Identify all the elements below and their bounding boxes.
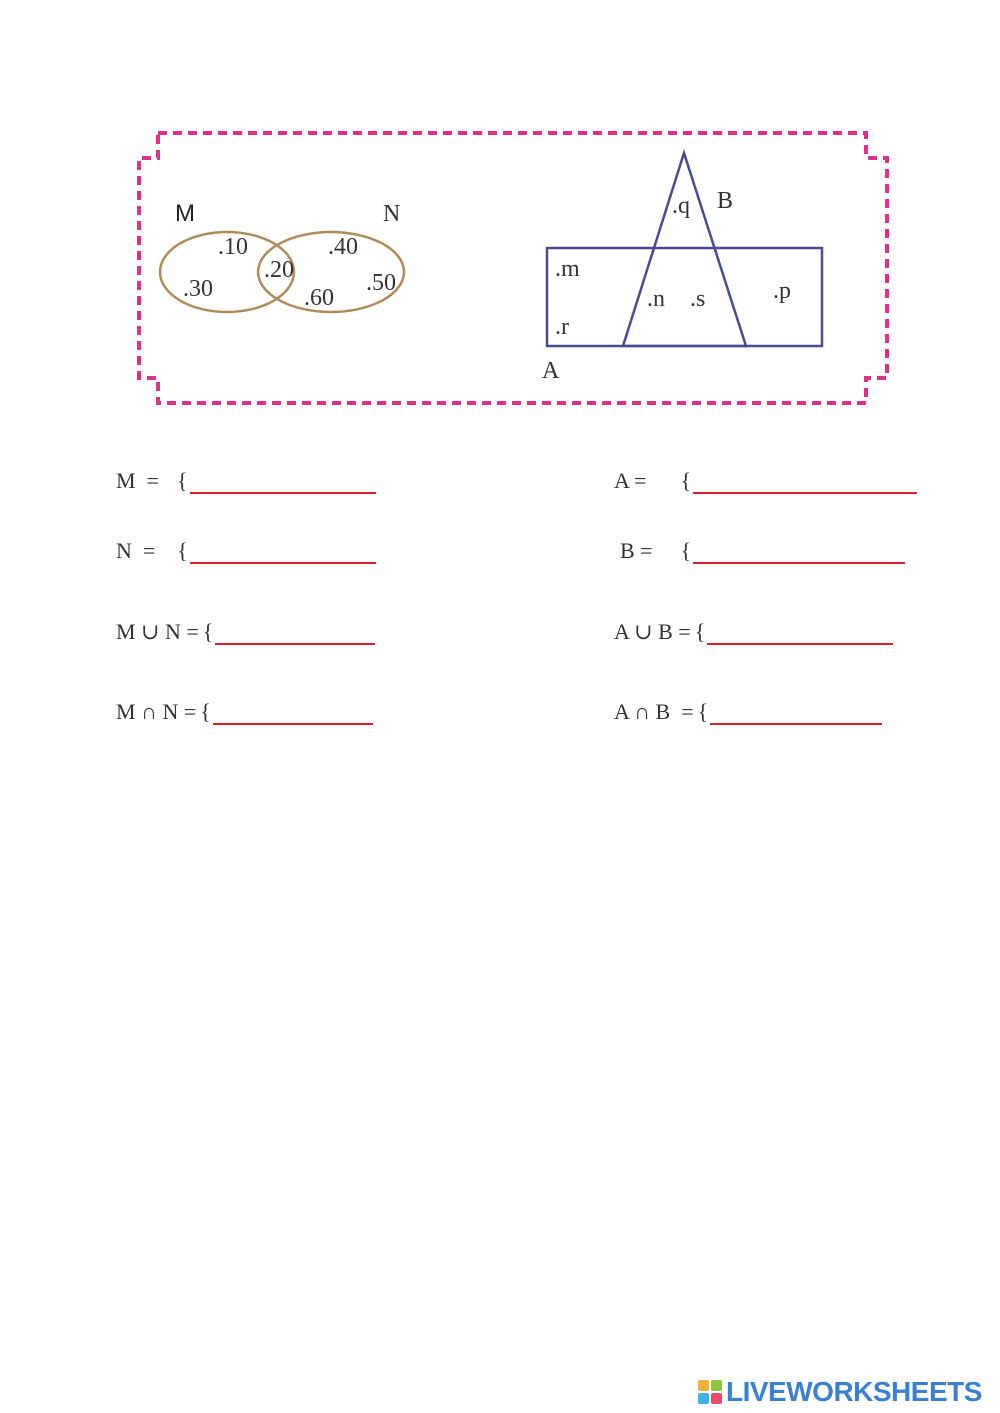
logo-square	[698, 1380, 709, 1391]
open-brace: {	[680, 468, 692, 493]
question-row-a	[614, 468, 917, 494]
set-a-answer-input[interactable]	[693, 470, 917, 494]
dashed-frame	[139, 133, 887, 403]
question-label: A ∩ B =	[614, 699, 694, 724]
set-b-label: B	[717, 188, 734, 214]
element-label: .10	[218, 234, 248, 260]
element-label: .20	[264, 257, 294, 283]
diagram-panel	[0, 0, 1000, 430]
question-label: M ∩ N =	[116, 699, 197, 724]
question-label: A =	[614, 468, 647, 493]
open-brace: {	[177, 538, 188, 563]
liveworksheets-logo	[698, 1376, 982, 1408]
element-label: .40	[328, 234, 358, 260]
question-row-n	[116, 538, 376, 564]
question-label: N =	[116, 538, 156, 563]
logo-text: LIVEWORKSHEETS	[726, 1376, 982, 1407]
element-label: .30	[183, 276, 213, 302]
question-row-a-intersect-b	[614, 699, 882, 725]
set-m-label: M	[175, 200, 195, 227]
question-label: B =	[620, 538, 653, 563]
open-brace: {	[694, 619, 706, 644]
element-label: .r	[555, 314, 569, 340]
question-label: A ∪ B =	[614, 619, 691, 644]
logo-square	[711, 1380, 722, 1391]
element-label: .m	[555, 256, 580, 282]
question-row-m-union-n	[116, 619, 375, 645]
open-brace: {	[697, 699, 709, 724]
logo-square	[711, 1393, 722, 1404]
open-brace: {	[202, 619, 214, 644]
set-b-answer-input[interactable]	[693, 540, 905, 564]
question-row-m-intersect-n	[116, 699, 373, 725]
logo-square	[698, 1393, 709, 1404]
set-a-label: A	[542, 358, 560, 384]
m-union-n-answer-input[interactable]	[215, 621, 375, 645]
element-label: .s	[690, 286, 706, 312]
set-m-answer-input[interactable]	[190, 470, 376, 494]
element-label: .60	[304, 285, 334, 311]
question-label: M ∪ N =	[116, 619, 199, 644]
a-union-b-answer-input[interactable]	[707, 621, 893, 645]
set-n-answer-input[interactable]	[190, 540, 376, 564]
open-brace: {	[200, 699, 211, 724]
venn-diagram-mn	[160, 200, 404, 312]
element-label: .50	[366, 270, 396, 296]
open-brace: {	[176, 468, 188, 493]
element-label: .q	[672, 193, 690, 219]
a-intersect-b-answer-input[interactable]	[710, 701, 882, 725]
m-intersect-n-answer-input[interactable]	[213, 701, 373, 725]
venn-diagram-ab	[542, 153, 822, 384]
element-label: .p	[773, 278, 791, 304]
question-row-a-union-b	[614, 619, 893, 645]
liveworksheets-logo-icon	[698, 1380, 722, 1404]
question-label: M =	[116, 468, 159, 493]
set-n-label: N	[383, 201, 401, 227]
open-brace: {	[680, 538, 692, 563]
set-b-triangle	[623, 153, 746, 346]
question-row-m	[116, 468, 376, 494]
question-row-b	[620, 538, 905, 564]
element-label: .n	[647, 286, 665, 312]
